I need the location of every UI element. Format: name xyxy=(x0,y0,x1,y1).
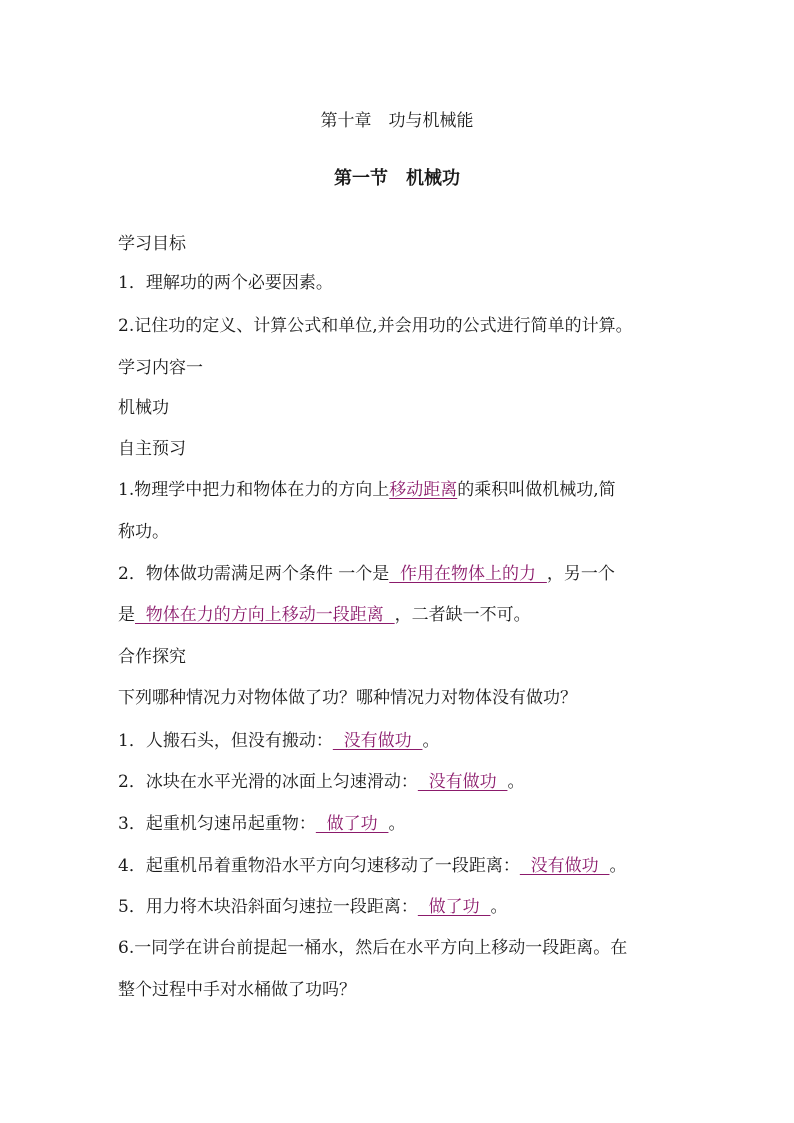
preview-question-2-line2 xyxy=(118,600,531,625)
item-1-answer: 没有做功 xyxy=(332,731,423,751)
q1-text-before: 1.物理学中把力和物体在力的方向上 xyxy=(118,480,390,500)
cooperate-item-2 xyxy=(118,767,524,792)
q2-text-before: 2．物体做功需满足两个条件 一个是 xyxy=(118,564,390,584)
q2-line2-before: 是 xyxy=(118,605,135,625)
item-2-after: 。 xyxy=(507,772,525,792)
item-1-after: 。 xyxy=(422,731,440,751)
item-3-answer: 做了功 xyxy=(315,814,389,834)
content1-subheading: 机械功 xyxy=(118,398,169,418)
q2-text-middle: ，另一个 xyxy=(546,564,615,584)
item-4-answer: 没有做功 xyxy=(519,856,610,876)
item-4-before: 4．起重机吊着重物沿水平方向匀速移动了一段距离： xyxy=(118,856,520,876)
question-6-line1: 6.一同学在讲台前提起一桶水，然后在水平方向上移动一段距离。在 xyxy=(118,938,628,958)
cooperate-item-5 xyxy=(118,892,507,917)
cooperate-item-1 xyxy=(118,726,439,751)
item-2-before: 2．冰块在水平光滑的冰面上匀速滑动： xyxy=(118,772,418,792)
item-3-after: 。 xyxy=(388,814,406,834)
cooperate-heading: 合作探究 xyxy=(118,647,186,667)
item-5-before: 5．用力将木块沿斜面匀速拉一段距离： xyxy=(118,897,418,917)
q1-text-after: 的乘积叫做机械功,简 xyxy=(457,480,616,500)
question-6-line2: 整个过程中手对水桶做了功吗？ xyxy=(118,980,356,1000)
item-4-after: 。 xyxy=(609,856,627,876)
item-5-after: 。 xyxy=(490,897,508,917)
preview-question-1-line2: 称功。 xyxy=(118,522,169,542)
item-3-before: 3．起重机匀速吊起重物： xyxy=(118,814,316,834)
cooperate-prompt: 下列哪种情况力对物体做了功？哪种情况力对物体没有做功？ xyxy=(118,688,577,708)
q2-answer-2: 物体在力的方向上移动一段距离 xyxy=(135,605,395,625)
preview-question-1 xyxy=(118,475,616,500)
objective-item-1: 1．理解功的两个必要因素。 xyxy=(118,273,333,293)
chapter-title: 第十章 功与机械能 xyxy=(320,111,474,131)
preview-question-2 xyxy=(118,559,615,584)
q1-answer: 移动距离 xyxy=(389,480,458,500)
item-2-answer: 没有做功 xyxy=(417,772,508,792)
cooperate-item-4 xyxy=(118,851,626,876)
content1-heading: 学习内容一 xyxy=(118,358,203,378)
section-title: 第一节 机械功 xyxy=(334,168,460,189)
item-1-before: 1．人搬石头，但没有搬动： xyxy=(118,731,333,751)
q2-answer-1: 作用在物体上的力 xyxy=(389,564,547,584)
preview-heading: 自主预习 xyxy=(118,439,186,459)
q2-line2-after: ，二者缺一不可。 xyxy=(394,605,531,625)
objective-item-2: 2.记住功的定义、计算公式和单位,并会用功的公式进行简单的计算。 xyxy=(118,316,633,336)
objectives-heading: 学习目标 xyxy=(118,234,186,254)
cooperate-item-3 xyxy=(118,809,405,834)
item-5-answer: 做了功 xyxy=(417,897,491,917)
